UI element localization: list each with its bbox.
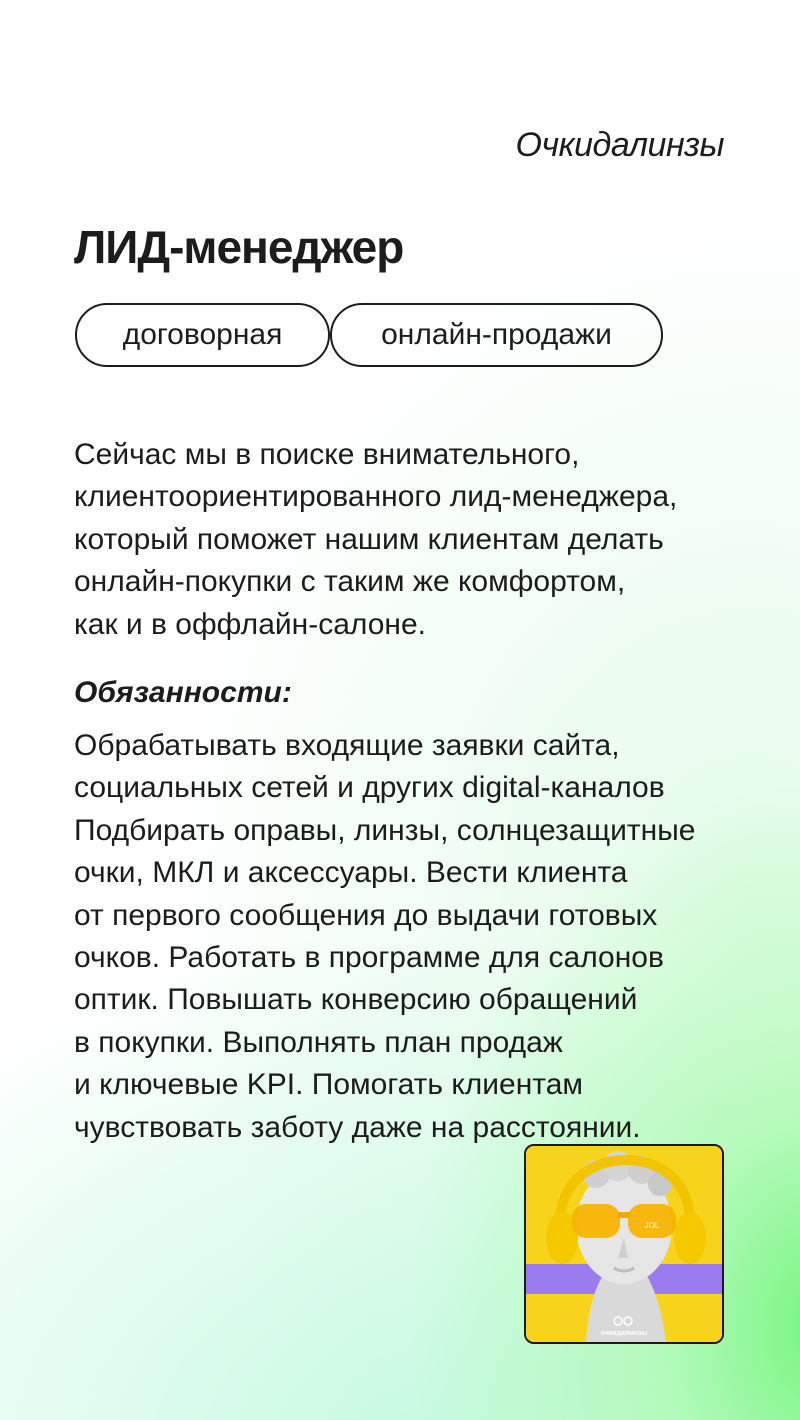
glasses-text: JOL	[644, 1221, 660, 1230]
duties-line: Обрабатывать входящие заявки сайта,	[74, 729, 620, 762]
duties-line: от первого сообщения до выдачи готовых	[74, 898, 658, 932]
duties-line: и ключевые KPI. Помогать клиентам	[74, 1068, 584, 1102]
duties-text	[74, 725, 764, 1149]
job-tags	[75, 303, 663, 367]
brand-name: Очкидалинзы	[515, 126, 724, 164]
tag-salary: договорная	[75, 303, 330, 367]
intro-line: онлайн-покупки с таким же комфортом,	[74, 565, 626, 599]
duties-line: Подбирать оправы, линзы, солнцезащитные	[74, 813, 696, 847]
duties-heading: Обязанности:	[74, 676, 292, 709]
job-title: ЛИД-менеджер	[74, 221, 404, 273]
duties-line: оптик. Повышать конверсию обращений	[74, 983, 638, 1017]
duties-line: в покупки. Выполнять план продаж	[74, 1025, 563, 1059]
job-intro	[74, 434, 764, 646]
duties-line: чувствовать заботу даже на расстоянии.	[74, 1110, 641, 1144]
intro-line: как и в оффлайн-салоне.	[74, 607, 426, 641]
duties-line: очки, МКЛ и аксессуары. Вести клиента	[74, 856, 628, 890]
tag-category: онлайн-продажи	[330, 303, 663, 367]
image-caption: очкидалинзы	[600, 1330, 648, 1337]
intro-line: Сейчас мы в поиске внимательного,	[74, 438, 580, 471]
intro-line: который поможет нашим клиентам делать	[74, 522, 664, 556]
statue-photo	[524, 1144, 724, 1344]
duties-line: очков. Работать в программе для салонов	[74, 941, 664, 975]
duties-line: социальных сетей и других digital-каналов	[74, 771, 665, 805]
intro-line: клиентоориентированного лид-менеджера,	[74, 480, 678, 514]
statue-with-yellow-glasses-icon	[526, 1146, 722, 1342]
